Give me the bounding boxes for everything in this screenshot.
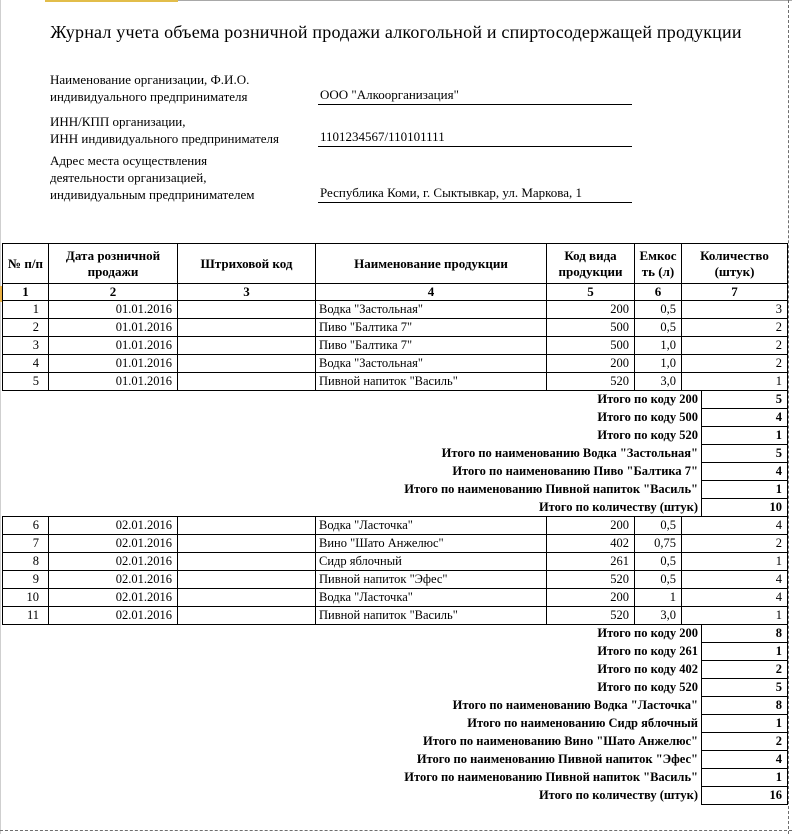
cell-sale-date[interactable]: 01.01.2016: [49, 373, 178, 391]
header-row: [3, 244, 788, 284]
cell-product-code[interactable]: 200: [547, 589, 635, 607]
journal-table-container: [2, 243, 788, 805]
col-header-date[interactable]: Дата розничной продажи: [49, 244, 178, 284]
col-header-name[interactable]: Наименование продукции: [316, 244, 547, 284]
total-value[interactable]: 16: [702, 787, 788, 805]
total-label[interactable]: Итого по коду 402: [597, 662, 698, 676]
total-label[interactable]: Итого по наименованию Водка "Ласточка": [452, 698, 698, 712]
cell-sale-date[interactable]: 02.01.2016: [49, 535, 178, 553]
cell-product-code[interactable]: 500: [547, 337, 635, 355]
cell-product-name[interactable]: Пиво "Балтика 7": [316, 319, 547, 337]
cell-row-number[interactable]: 9: [3, 571, 49, 589]
cell-product-name[interactable]: Пивной напиток "Василь": [316, 607, 547, 625]
cell-barcode[interactable]: [178, 589, 316, 607]
total-row: [3, 769, 788, 787]
col-number[interactable]: 3: [178, 284, 316, 301]
data-row: [3, 535, 788, 553]
total-row: [3, 661, 788, 679]
total-row: [3, 481, 788, 499]
cell-product-name[interactable]: Вино "Шато Анжелюс": [316, 535, 547, 553]
col-header-code[interactable]: Код вида продукции: [547, 244, 635, 284]
total-value[interactable]: 4: [702, 409, 788, 427]
total-value[interactable]: 10: [702, 499, 788, 517]
cell-product-name[interactable]: Сидр яблочный: [316, 553, 547, 571]
total-label[interactable]: Итого по коду 500: [597, 410, 698, 424]
data-row: [3, 571, 788, 589]
address-value[interactable]: Республика Коми, г. Сыктывкар, ул. Маркова, 1: [318, 185, 632, 203]
cell-sale-date[interactable]: 02.01.2016: [49, 589, 178, 607]
cell-product-name[interactable]: Пивной напиток "Эфес": [316, 571, 547, 589]
total-value[interactable]: 4: [702, 463, 788, 481]
field-address: [50, 152, 650, 203]
document-title: Журнал учета объема розничной продажи алкогольной и спиртосодержащей продукции: [50, 22, 742, 42]
total-value[interactable]: 1: [702, 643, 788, 661]
cell-product-name[interactable]: Водка "Ласточка": [316, 517, 547, 535]
left-edge-line: [0, 0, 1, 834]
cell-quantity[interactable]: 2: [682, 337, 788, 355]
cell-barcode[interactable]: [178, 355, 316, 373]
cell-barcode[interactable]: [178, 571, 316, 589]
cell-product-name[interactable]: Водка "Застольная": [316, 301, 547, 319]
cell-row-number[interactable]: 8: [3, 553, 49, 571]
cell-row-number[interactable]: 6: [3, 517, 49, 535]
total-value[interactable]: 5: [702, 679, 788, 697]
cell-product-name[interactable]: Пивной напиток "Василь": [316, 373, 547, 391]
cell-row-number[interactable]: 3: [3, 337, 49, 355]
cell-row-number[interactable]: 5: [3, 373, 49, 391]
cell-volume[interactable]: 0,5: [635, 571, 682, 589]
total-row: [3, 697, 788, 715]
cell-volume[interactable]: 0,5: [635, 319, 682, 337]
cell-product-name[interactable]: Водка "Ласточка": [316, 589, 547, 607]
total-row: [3, 409, 788, 427]
data-row: [3, 517, 788, 535]
cell-barcode[interactable]: [178, 301, 316, 319]
cell-barcode[interactable]: [178, 553, 316, 571]
cell-product-code[interactable]: 200: [547, 355, 635, 373]
total-label[interactable]: Итого по количеству (штук): [538, 499, 698, 514]
col-number[interactable]: 7: [682, 284, 788, 301]
organization-value[interactable]: ООО "Алкоорганизация": [318, 87, 632, 105]
cell-quantity[interactable]: 2: [682, 319, 788, 337]
total-row: [3, 787, 788, 805]
cell-volume[interactable]: 0,75: [635, 535, 682, 553]
cell-volume[interactable]: 1,0: [635, 337, 682, 355]
col-number[interactable]: 4: [316, 284, 547, 301]
top-accent-line: [45, 0, 178, 2]
total-label[interactable]: Итого по наименованию Вино "Шато Анжелюс": [423, 734, 698, 748]
cell-barcode[interactable]: [178, 607, 316, 625]
total-label[interactable]: Итого по коду 520: [597, 680, 698, 694]
total-value[interactable]: 1: [702, 427, 788, 445]
total-value[interactable]: 1: [702, 769, 788, 787]
cell-sale-date[interactable]: 02.01.2016: [49, 571, 178, 589]
col-header-barcode[interactable]: Штриховой код: [178, 244, 316, 284]
total-label[interactable]: Итого по коду 200: [597, 392, 698, 407]
col-header-num[interactable]: № п/п: [3, 244, 49, 284]
cell-quantity[interactable]: 4: [682, 571, 788, 589]
top-edge-line: [178, 0, 792, 1]
total-label[interactable]: Итого по наименованию Пивной напиток "Василь": [404, 482, 698, 496]
cell-volume[interactable]: 1: [635, 589, 682, 607]
cell-barcode[interactable]: [178, 517, 316, 535]
total-label[interactable]: Итого по наименованию Сидр яблочный: [467, 716, 698, 730]
total-row: [3, 499, 788, 517]
total-row: [3, 463, 788, 481]
cell-sale-date[interactable]: 01.01.2016: [49, 301, 178, 319]
cell-row-number[interactable]: 1: [3, 301, 49, 319]
total-row: [3, 679, 788, 697]
cell-quantity[interactable]: 3: [682, 301, 788, 319]
total-row: [3, 391, 788, 409]
total-row: [3, 643, 788, 661]
total-row: [3, 751, 788, 769]
total-value[interactable]: 5: [702, 391, 788, 409]
total-label[interactable]: Итого по наименованию Водка "Застольная": [441, 446, 698, 460]
cell-sale-date[interactable]: 01.01.2016: [49, 337, 178, 355]
total-row: [3, 445, 788, 463]
total-label[interactable]: Итого по коду 200: [597, 626, 698, 641]
data-row: [3, 355, 788, 373]
total-value[interactable]: 1: [702, 715, 788, 733]
cell-sale-date[interactable]: 02.01.2016: [49, 553, 178, 571]
field-organization: [50, 71, 650, 105]
total-value[interactable]: 1: [702, 481, 788, 499]
total-label[interactable]: Итого по коду 520: [597, 428, 698, 442]
cell-quantity[interactable]: 1: [682, 553, 788, 571]
data-row: [3, 337, 788, 355]
total-label[interactable]: Итого по количеству (штук): [538, 788, 698, 802]
cell-quantity[interactable]: 1: [682, 607, 788, 625]
header-fields: [50, 71, 650, 203]
cell-row-number[interactable]: 2: [3, 319, 49, 337]
data-row: [3, 607, 788, 625]
cell-product-code[interactable]: 200: [547, 301, 635, 319]
cell-product-code[interactable]: 500: [547, 319, 635, 337]
data-row: [3, 301, 788, 319]
cell-quantity[interactable]: 2: [682, 535, 788, 553]
total-label[interactable]: Итого по коду 261: [597, 644, 698, 658]
total-row: [3, 733, 788, 751]
column-number-row: [3, 284, 788, 301]
cell-row-number[interactable]: 11: [3, 607, 49, 625]
total-label[interactable]: Итого по наименованию Пивной напиток "Эфес": [416, 752, 698, 766]
col-number[interactable]: 1: [3, 284, 49, 301]
cell-barcode[interactable]: [178, 535, 316, 553]
cell-quantity[interactable]: 1: [682, 373, 788, 391]
cell-product-code[interactable]: 520: [547, 373, 635, 391]
col-number[interactable]: 6: [635, 284, 682, 301]
cell-barcode[interactable]: [178, 373, 316, 391]
cell-volume[interactable]: 0,5: [635, 301, 682, 319]
total-label[interactable]: Итого по наименованию Пивной напиток "Василь": [404, 770, 698, 784]
total-value[interactable]: 2: [702, 733, 788, 751]
cell-row-number[interactable]: 7: [3, 535, 49, 553]
total-value[interactable]: 5: [702, 445, 788, 463]
total-value[interactable]: 4: [702, 751, 788, 769]
col-number[interactable]: 5: [547, 284, 635, 301]
cell-product-code[interactable]: 402: [547, 535, 635, 553]
cell-product-name[interactable]: Пиво "Балтика 7": [316, 337, 547, 355]
table-body: [3, 301, 788, 805]
data-row: [3, 319, 788, 337]
col-number[interactable]: 2: [49, 284, 178, 301]
col-header-volume[interactable]: Емкость (л): [635, 244, 682, 284]
cell-barcode[interactable]: [178, 337, 316, 355]
address-label: Адрес места осуществления деятельности организацией, индивидуальным предпринимателем: [50, 153, 255, 202]
cell-volume[interactable]: 0,5: [635, 517, 682, 535]
cell-quantity[interactable]: 4: [682, 589, 788, 607]
total-value[interactable]: 8: [702, 625, 788, 643]
page-break-bottom: [0, 830, 792, 831]
cell-product-code[interactable]: 520: [547, 607, 635, 625]
cell-product-code[interactable]: 261: [547, 553, 635, 571]
total-label[interactable]: Итого по наименованию Пиво "Балтика 7": [452, 464, 698, 478]
total-row: [3, 625, 788, 643]
total-value[interactable]: 8: [702, 697, 788, 715]
cell-quantity[interactable]: 4: [682, 517, 788, 535]
cell-sale-date[interactable]: 01.01.2016: [49, 355, 178, 373]
cell-quantity[interactable]: 2: [682, 355, 788, 373]
cell-volume[interactable]: 3,0: [635, 607, 682, 625]
cell-sale-date[interactable]: 02.01.2016: [49, 607, 178, 625]
total-row: [3, 427, 788, 445]
inn-kpp-value[interactable]: 1101234567/110101111: [318, 129, 632, 147]
cell-sale-date[interactable]: 01.01.2016: [49, 319, 178, 337]
field-inn-kpp: [50, 113, 650, 147]
cell-product-code[interactable]: 200: [547, 517, 635, 535]
cell-row-number[interactable]: 10: [3, 589, 49, 607]
inn-kpp-label: ИНН/КПП организации, ИНН индивидуального предпринимателя: [50, 114, 279, 146]
data-row: [3, 589, 788, 607]
cell-product-code[interactable]: 520: [547, 571, 635, 589]
journal-table: [2, 243, 788, 805]
cell-volume[interactable]: 0,5: [635, 553, 682, 571]
cell-volume[interactable]: 1,0: [635, 355, 682, 373]
total-value[interactable]: 2: [702, 661, 788, 679]
cell-volume[interactable]: 3,0: [635, 373, 682, 391]
cell-sale-date[interactable]: 02.01.2016: [49, 517, 178, 535]
organization-label: Наименование организации, Ф.И.О. индивидуального предпринимателя: [50, 72, 250, 104]
cell-product-name[interactable]: Водка "Застольная": [316, 355, 547, 373]
col-header-qty[interactable]: Количество (штук): [682, 244, 788, 284]
page-break-vertical: [788, 0, 789, 834]
cell-barcode[interactable]: [178, 319, 316, 337]
data-row: [3, 553, 788, 571]
cell-row-number[interactable]: 4: [3, 355, 49, 373]
data-row: [3, 373, 788, 391]
total-row: [3, 715, 788, 733]
